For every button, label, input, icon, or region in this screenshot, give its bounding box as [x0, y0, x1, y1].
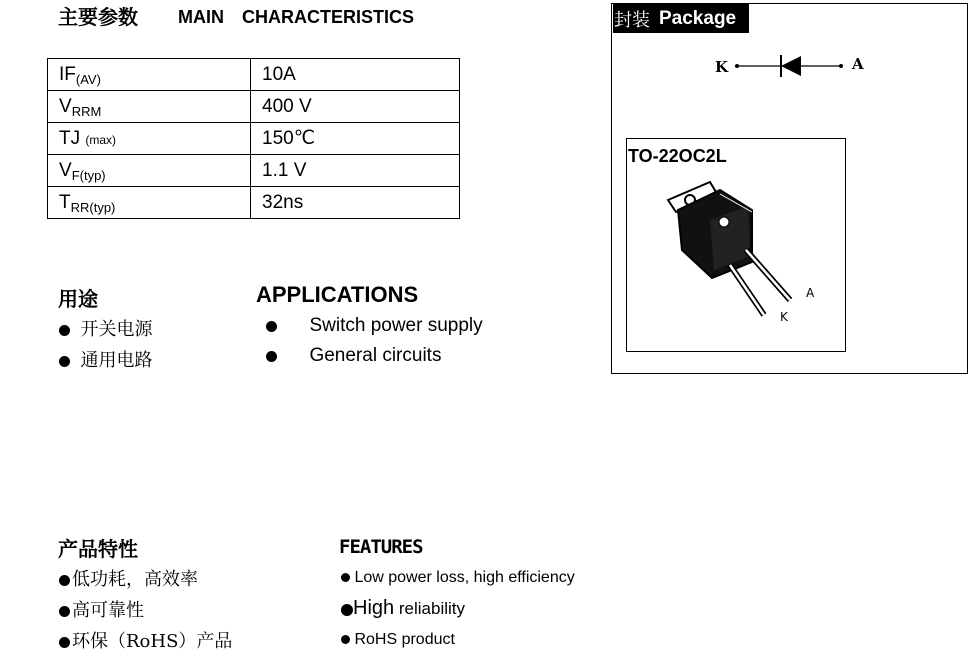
list-item: 通用电路: [59, 346, 152, 372]
param-value: 1.1 V: [251, 155, 460, 187]
applications-title-en: APPLICATIONS: [256, 282, 419, 307]
features-title-cn: 产品特性: [58, 537, 138, 561]
bullet-icon: [341, 604, 353, 616]
table-row: [48, 155, 460, 187]
param-value: 10A: [251, 59, 460, 91]
to220-package-icon: [660, 170, 830, 330]
bullet-icon: [59, 356, 70, 367]
table-row: [48, 91, 460, 123]
param-value: 400 V: [251, 91, 460, 123]
main-characteristics-title-cn: 主要参数: [58, 5, 138, 29]
lead-a-label: A: [806, 286, 815, 300]
bullet-icon: [341, 635, 350, 644]
pin-k-label: K: [715, 58, 729, 76]
list-item: Switch power supply: [266, 315, 483, 337]
applications-title-cn: 用途: [58, 287, 98, 311]
list-item: General circuits: [266, 345, 441, 367]
list-item: 开关电源: [59, 315, 152, 341]
list-item: 高可靠性: [59, 596, 144, 622]
list-item: 低功耗，高效率: [59, 565, 198, 591]
package-type: TO-22OC2L: [628, 146, 727, 166]
main-characteristics-title-en: MAIN CHARACTERISTICS: [178, 7, 414, 27]
pin-a-label: A: [852, 55, 864, 73]
bullet-icon: [266, 351, 277, 362]
lead-k-label: K: [780, 310, 788, 324]
list-item: 环保（RoHS）产品: [59, 627, 232, 653]
bullet-icon: [341, 573, 350, 582]
bullet-icon: [59, 325, 70, 336]
table-row: [48, 123, 460, 155]
param-value: 32ns: [251, 187, 460, 219]
table-row: [48, 187, 460, 219]
param-symbol: $V_{F(typ)}$: [48, 155, 251, 187]
list-item: RoHS product: [341, 631, 455, 649]
param-value: 150℃: [251, 123, 460, 155]
bullet-icon: [59, 637, 70, 648]
param-symbol: $T_{RR(typ)}$: [48, 187, 251, 219]
param-symbol: $V_{RRM}$: [48, 91, 251, 123]
list-item: Low power loss, high efficiency: [341, 569, 575, 587]
diode-symbol-icon: [705, 50, 880, 86]
list-item: High reliability: [341, 597, 465, 620]
parameter-table: [47, 58, 460, 219]
param-symbol: TJ (max): [48, 123, 251, 155]
bullet-icon: [59, 575, 70, 586]
bullet-icon: [266, 321, 277, 332]
param-symbol: $IF_{(AV)}$: [48, 59, 251, 91]
table-row: [48, 59, 460, 91]
features-title-en: FEATURES: [339, 536, 423, 558]
package-label: 封装 Package: [613, 4, 749, 33]
bullet-icon: [59, 606, 70, 617]
